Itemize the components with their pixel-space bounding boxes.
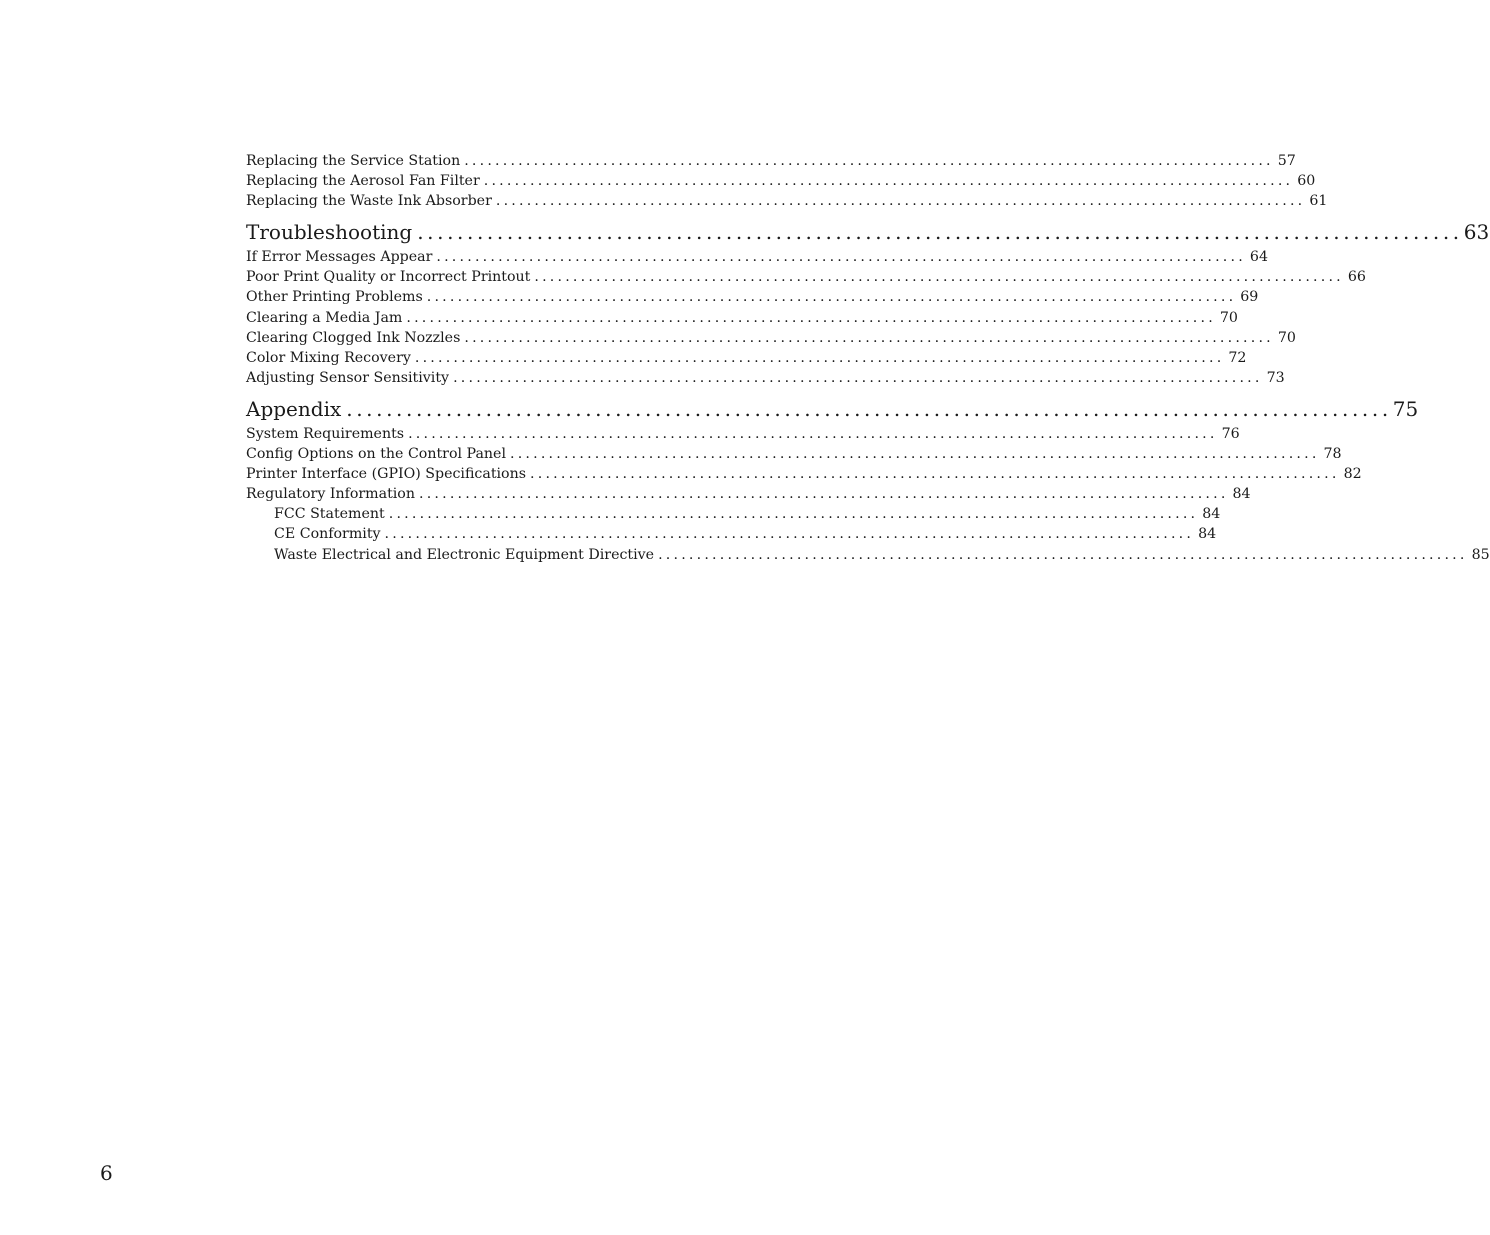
toc-section-troubleshooting[interactable]: [246, 219, 1490, 245]
toc-entry-title: Adjusting Sensor Sensitivity: [246, 369, 450, 386]
dot-leader: .........................................................................................................: [414, 349, 1225, 366]
dot-leader: .........................................................................................................: [426, 289, 1237, 306]
toc-entry-title: If Error Messages Appear: [246, 249, 433, 266]
toc-entry-title: Poor Print Quality or Incorrect Printout: [246, 269, 531, 286]
toc-section-appendix[interactable]: [246, 396, 1419, 422]
dot-leader: .........................................................................................................: [658, 546, 1468, 563]
toc-entry-page: 78: [1323, 446, 1342, 463]
toc-entry-title: CE Conformity: [274, 526, 381, 543]
toc-entry-adjusting-sensor-sensitivity[interactable]: [246, 368, 1285, 388]
dot-leader: .........................................................................................................: [384, 526, 1195, 543]
dot-leader: .........................................................................................................: [436, 249, 1246, 266]
toc-entry-title: Replacing the Waste Ink Absorber: [246, 193, 492, 210]
toc-entry-clearing-media-jam[interactable]: [246, 308, 1238, 328]
toc-entry-page: 73: [1266, 369, 1285, 386]
toc-entry-title: Regulatory Information: [246, 486, 415, 503]
toc-entry-page: 60: [1297, 173, 1316, 190]
toc-entry-page: 64: [1249, 249, 1268, 266]
toc-entry-other-printing-problems[interactable]: [246, 287, 1259, 307]
dot-leader: .........................................................................................................: [346, 396, 1392, 421]
dot-leader: .........................................................................................................: [510, 446, 1320, 463]
toc-entry-page: 57: [1277, 153, 1296, 169]
dot-leader: .........................................................................................................: [408, 425, 1218, 442]
toc-entry-title: Printer Interface (GPIO) Specifications: [246, 466, 527, 483]
toc-entry-title: FCC Statement: [274, 506, 385, 523]
toc-entry-title: Waste Electrical and Electronic Equipment Directive: [274, 546, 655, 563]
toc-entry-page: 66: [1347, 269, 1366, 286]
toc-entry-replacing-waste-ink-absorber[interactable]: [246, 191, 1328, 211]
toc-entry-if-error-messages-appear[interactable]: [246, 247, 1268, 267]
toc-entry-title: Clearing a Media Jam: [246, 309, 403, 326]
dot-leader: .........................................................................................................: [406, 309, 1216, 326]
toc-section-title: Appendix: [246, 396, 342, 421]
toc-entry-page: 70: [1219, 309, 1238, 326]
dot-leader: .........................................................................................................: [483, 173, 1294, 190]
toc-entry-page: 70: [1277, 329, 1296, 346]
dot-leader: .........................................................................................................: [534, 269, 1344, 286]
toc-section-page: 63: [1463, 220, 1490, 245]
toc-entry-color-mixing-recovery[interactable]: [246, 348, 1247, 368]
toc-entry-title: Replacing the Aerosol Fan Filter: [246, 173, 480, 190]
toc-entry-config-options[interactable]: [246, 444, 1342, 464]
toc-entry-page: 69: [1240, 289, 1259, 306]
dot-leader: .........................................................................................................: [419, 486, 1229, 503]
dot-leader: .........................................................................................................: [464, 329, 1274, 346]
toc-section-page: 75: [1392, 396, 1419, 421]
toc-entry-page: 61: [1309, 193, 1328, 210]
dot-leader: .........................................................................................................: [464, 153, 1274, 169]
toc-entry-title: Clearing Clogged Ink Nozzles: [246, 329, 461, 346]
toc-entry-page: 84: [1202, 506, 1221, 523]
toc-section-title: Troubleshooting: [246, 220, 413, 245]
dot-leader: .........................................................................................................: [388, 506, 1199, 523]
toc-entry-title: Color Mixing Recovery: [246, 349, 411, 366]
toc-entry-poor-print-quality[interactable]: [246, 267, 1366, 287]
dot-leader: .........................................................................................................: [417, 220, 1463, 245]
toc-entry-page: 85: [1471, 546, 1490, 563]
toc-entry-title: Other Printing Problems: [246, 289, 423, 306]
toc-entry-title: Config Options on the Control Panel: [246, 446, 506, 463]
toc-entry-printer-interface[interactable]: [246, 464, 1362, 484]
toc-entry-ce-conformity[interactable]: [246, 524, 1217, 544]
toc-entry-clearing-clogged-ink-nozzles[interactable]: [246, 328, 1296, 348]
toc-entry-regulatory-information[interactable]: [246, 484, 1251, 504]
dot-leader: .........................................................................................................: [453, 369, 1263, 386]
toc-entry-page: 84: [1198, 526, 1217, 543]
dot-leader: .........................................................................................................: [495, 193, 1306, 210]
toc-entry-page: 72: [1228, 349, 1247, 366]
toc-entry-replacing-service-station[interactable]: [246, 151, 1296, 171]
toc-entry-page: 84: [1232, 486, 1251, 503]
toc-entry-title: System Requirements: [246, 425, 405, 442]
toc-entry-page: 76: [1221, 425, 1240, 442]
toc-entry-weee-directive[interactable]: [246, 545, 1490, 565]
toc-entry-system-requirements[interactable]: [246, 424, 1240, 444]
toc-entry-page: 82: [1343, 466, 1362, 483]
dot-leader: .........................................................................................................: [530, 466, 1340, 483]
page-number: 6: [100, 1161, 113, 1185]
toc-entry-title: Replacing the Service Station: [246, 153, 461, 169]
toc-entry-fcc-statement[interactable]: [246, 504, 1221, 524]
table-of-contents: [246, 151, 1490, 565]
toc-entry-replacing-aerosol-fan-filter[interactable]: [246, 171, 1316, 191]
